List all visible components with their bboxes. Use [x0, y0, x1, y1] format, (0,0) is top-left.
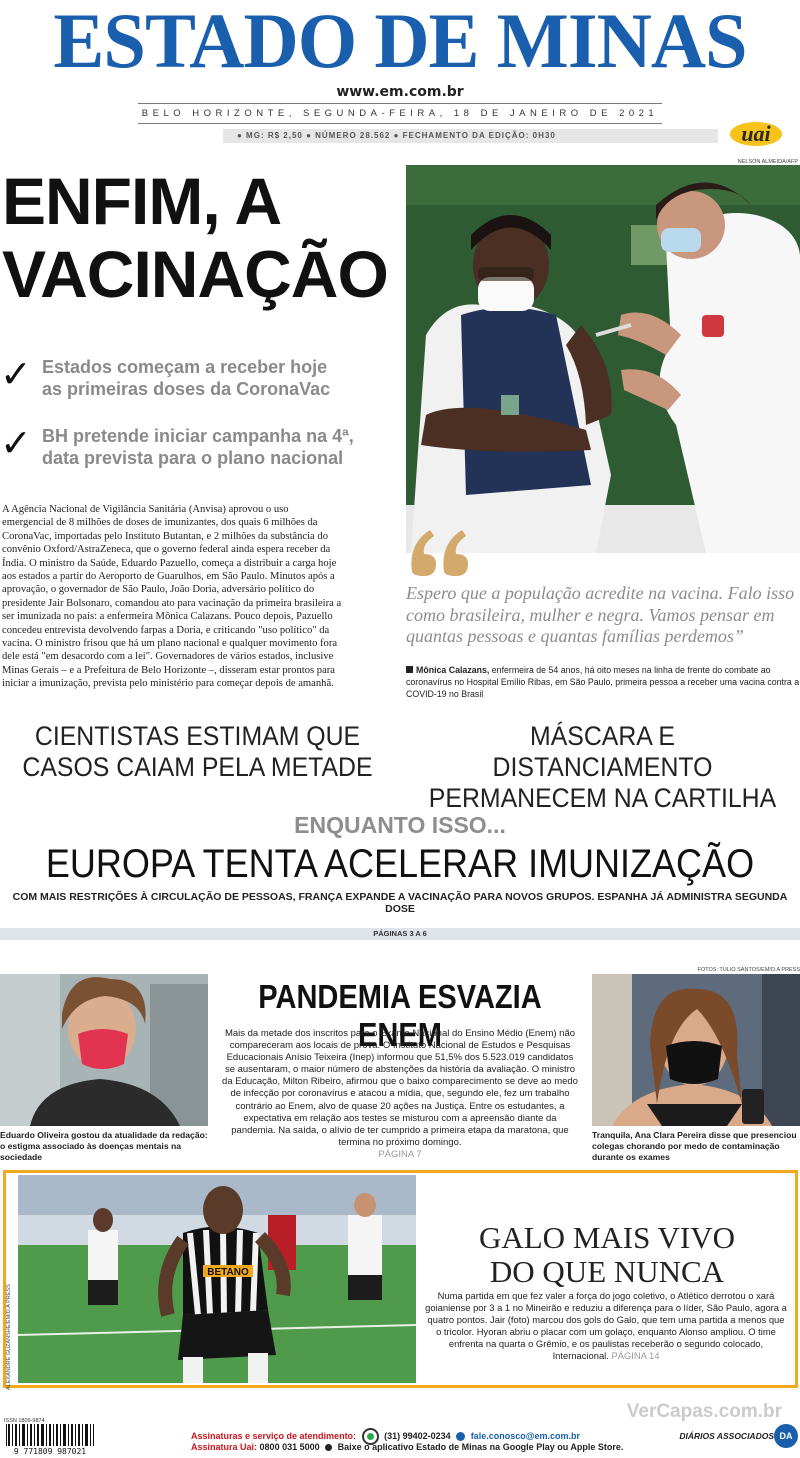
galo-title-line1: GALO MAIS VIVO	[478, 1220, 736, 1255]
bullet-2-line2: data prevista para o plano nacional	[42, 448, 344, 468]
main-headline-line2: VACINAÇÃO	[2, 237, 388, 311]
photo-credit-main: NELSON ALMEIDA/AFP	[737, 159, 798, 165]
masthead-title[interactable]: ESTADO DE MINAS	[53, 0, 747, 84]
footer-app-line	[191, 1442, 651, 1452]
barcode-number: 9 771809 987021	[13, 1447, 87, 1456]
check-icon: ✓	[0, 352, 32, 396]
subhead-left-line1: CIENTISTAS ESTIMAM QUE	[34, 721, 361, 751]
footer-uai-label: Assinatura Uai:	[191, 1442, 258, 1452]
europa-kicker: ENQUANTO ISSO...	[294, 812, 506, 838]
galo-body-text: Numa partida em que fez valer a força do jogo coletivo, o Atlético derrotou o xará goianiense por 3 a 1 no Mineirão e reduziu a diferença para o líder, São Paulo, agora a quatro pontos. Jair (foto) marcou dos gols do Galo, que tem uma partida a menos que o tricolor. Hyoran abriu o placar com um golaço, enquanto Alonso ampliou. O time enfrenta na quarta o Grêmio, e os paulistas receberão o segundo colocado, Internacional.	[425, 1290, 787, 1361]
galo-title-line2: DO QUE NUNCA	[489, 1254, 725, 1289]
watermark: VerCapas.com.br	[626, 1401, 782, 1422]
footer-app-text: Baixe o aplicativo Estado de Minas na Google Play ou Apple Store.	[337, 1442, 624, 1452]
enem-body	[222, 1028, 578, 1161]
check-icon: ✓	[0, 421, 32, 465]
barcode-icon	[4, 1418, 96, 1456]
subhead-cientistas[interactable]	[16, 721, 379, 783]
quote-caption-text: enfermeira de 54 anos, há oito meses na linha de frente do combate ao coronavírus no Hospital Emílio Ribas, em São Paulo, primeira pessoa a receber uma vacina contra a COVID-19 no Brasil	[406, 665, 800, 699]
vaccination-photo[interactable]	[406, 165, 800, 553]
bullet-2-line1: BH pretende iniciar campanha na 4ª,	[42, 426, 354, 446]
subhead-mascara[interactable]	[421, 721, 784, 814]
main-headline-line1: ENFIM, A	[2, 164, 282, 238]
subhead-right-line1: MÁSCARA E DISTANCIAMENTO	[492, 721, 713, 782]
jersey-sponsor-text: BETANO	[207, 1267, 249, 1278]
subhead-left-line2: CASOS CAIAM PELA METADE	[22, 752, 373, 782]
footer-phone[interactable]: (31) 99402-0234	[384, 1430, 451, 1441]
subhead-right-line2: PERMANECEM NA CARTILHA	[428, 783, 777, 813]
bullet-icon	[325, 1444, 332, 1451]
pages-reference-bar[interactable]: PÁGINAS 3 A 6	[0, 928, 800, 940]
enem-student-photo-left[interactable]	[0, 974, 208, 1126]
masthead-rule-top	[138, 103, 662, 104]
enem-student-photo-right[interactable]	[592, 974, 800, 1126]
bullet-1-line2: as primeiras doses da CoronaVac	[42, 379, 331, 399]
quote-caption-name: Mônica Calazans,	[416, 665, 490, 675]
uai-logo[interactable]	[726, 115, 786, 149]
quote-caption	[406, 664, 800, 700]
bullet-1-line1: Estados começam a receber hoje	[42, 357, 328, 377]
edition-info-bar: ● MG: R$ 2,50 ● NÚMERO 28.562 ● FECHAMENTO DA EDIÇÃO: 0H30	[223, 129, 718, 143]
europa-headline[interactable]: EUROPA TENTA ACELERAR IMUNIZAÇÃO	[45, 842, 755, 886]
pull-quote: Espero que a população acredite na vacina. Falo isso como brasileira, mulher e negra. Vamos pensar em quantas pessoas e quantas famílias perdemos”	[406, 583, 795, 646]
bullet-item-1	[0, 354, 400, 400]
lead-body-text: A Agência Nacional de Vigilância Sanitária (Anvisa) aprovou o uso emergencial de 8 milhões de doses de imunizantes, dos quais 6 milhões da CoronaVac, importadas pelo Instituto Butantan, e 2 milhões da substância do convênio Oxford/AstraZeneca, que o governo federal ainda espera receber da Índia. O ministro da Saúde, Eduardo Pazuello, começa a distribuir a carga hoje aos estados a partir do Aeroporto de Guarulhos, em São Paulo. Minutos após a aprovação, o governador de São Paulo, João Doria, adversário político do presidente Jair Bolsonaro, comandou ato para vacinação da primeira brasileira a ser imunizada no país: a enfermeira Mônica Calazans. Pouco depois, Pazuello concedeu entrevista devolvendo farpas a Doria, e criticando "uso político" da vacina. O ministro frisou que há um plano nacional e qualquer movimento fora dele está "em desacordo com a lei". Governadores de vários estados, inclusive Minas Gerais – e a Prefeitura de Belo Horizonte –, disseram estar prontos para iniciar a imunização, prevista pelo ministério para começar depois de amanhã.	[2, 504, 342, 690]
diarios-associados-label: DIÁRIOS ASSOCIADOS	[679, 1431, 774, 1441]
main-headline[interactable]	[2, 165, 402, 311]
galo-body	[424, 1290, 788, 1362]
masthead-rule-bottom	[138, 123, 662, 124]
footer-subscription-label: Assinaturas e serviço de atendimento:	[191, 1430, 357, 1441]
issn-label: ISSN 1809-9874	[4, 1418, 45, 1424]
enem-page-ref[interactable]: PÁGINA 7	[378, 1148, 422, 1160]
email-icon	[456, 1432, 465, 1441]
site-url-link[interactable]: www.em.com.br	[336, 84, 464, 100]
footer-email-link[interactable]: fale.conosco@em.com.br	[470, 1430, 580, 1441]
galo-page-ref[interactable]: PÁGINA 14	[611, 1350, 660, 1361]
uai-logo-text: uai	[741, 121, 771, 146]
caption-square-icon	[406, 666, 413, 673]
enem-caption-right: Tranquila, Ana Clara Pereira disse que presenciou colegas chorando por medo de contaminação durante os exames	[592, 1130, 797, 1162]
europa-subheadline: COM MAIS RESTRIÇÕES À CIRCULAÇÃO DE PESSOAS, FRANÇA EXPANDE A VACINAÇÃO PARA NOVOS GRUPOS. ESPANHA JÁ ADMINISTRA SEGUNDA DOSE	[12, 891, 788, 915]
bullet-item-2	[0, 423, 400, 469]
quote-mark-icon	[408, 524, 472, 576]
footer-uai-phone[interactable]: 0800 031 5000	[259, 1442, 320, 1452]
dateline: BELO HORIZONTE, SEGUNDA-FEIRA, 18 DE JANEIRO DE 2021	[141, 108, 659, 119]
enem-headline[interactable]: PANDEMIA ESVAZIA ENEM	[258, 978, 542, 1053]
enem-caption-left: Eduardo Oliveira gostou da atualidade da redação: o estigma associado às doenças mentais na sociedade	[0, 1130, 208, 1162]
enem-body-text: Mais da metade dos inscritos para o Exame Nacional do Ensino Médio (Enem) não compareceram aos locais de prova. O Instituto Nacional de Estudos e Pesquisas Educacionais Anísio Teixeira (Inep) informou que 51,5% dos 5.523.019 candidatos se ausentaram, o maior número de abstenções da história da avaliação. O ministro da Educação, Milton Ribeiro, afirmou que o baixo comparecimento se deve ao medo de infecção por coronavírus e atacou a mídia, que, segundo ele, fez um trabalho contrário ao Enem, alvo de quase 20 ações na Justiça. Entre os estudantes, a expectativa em relação aos testes se misturou com a apreensão diante da pandemia. Na saída, o alívio de ter cumprido a primeira etapa da maratona, que termina no próximo domingo.	[222, 1028, 578, 1148]
photo-credit-galo: ALEXANDRE GUZANSHE/EM/D.A PRESS	[6, 1284, 12, 1390]
da-logo[interactable]: DA	[774, 1424, 798, 1448]
galo-football-photo[interactable]	[18, 1175, 416, 1383]
galo-headline[interactable]	[416, 1221, 798, 1289]
photo-credit-enem: FOTOS: TÚLIO SANTOS/EM/D.A PRESS	[697, 967, 800, 973]
